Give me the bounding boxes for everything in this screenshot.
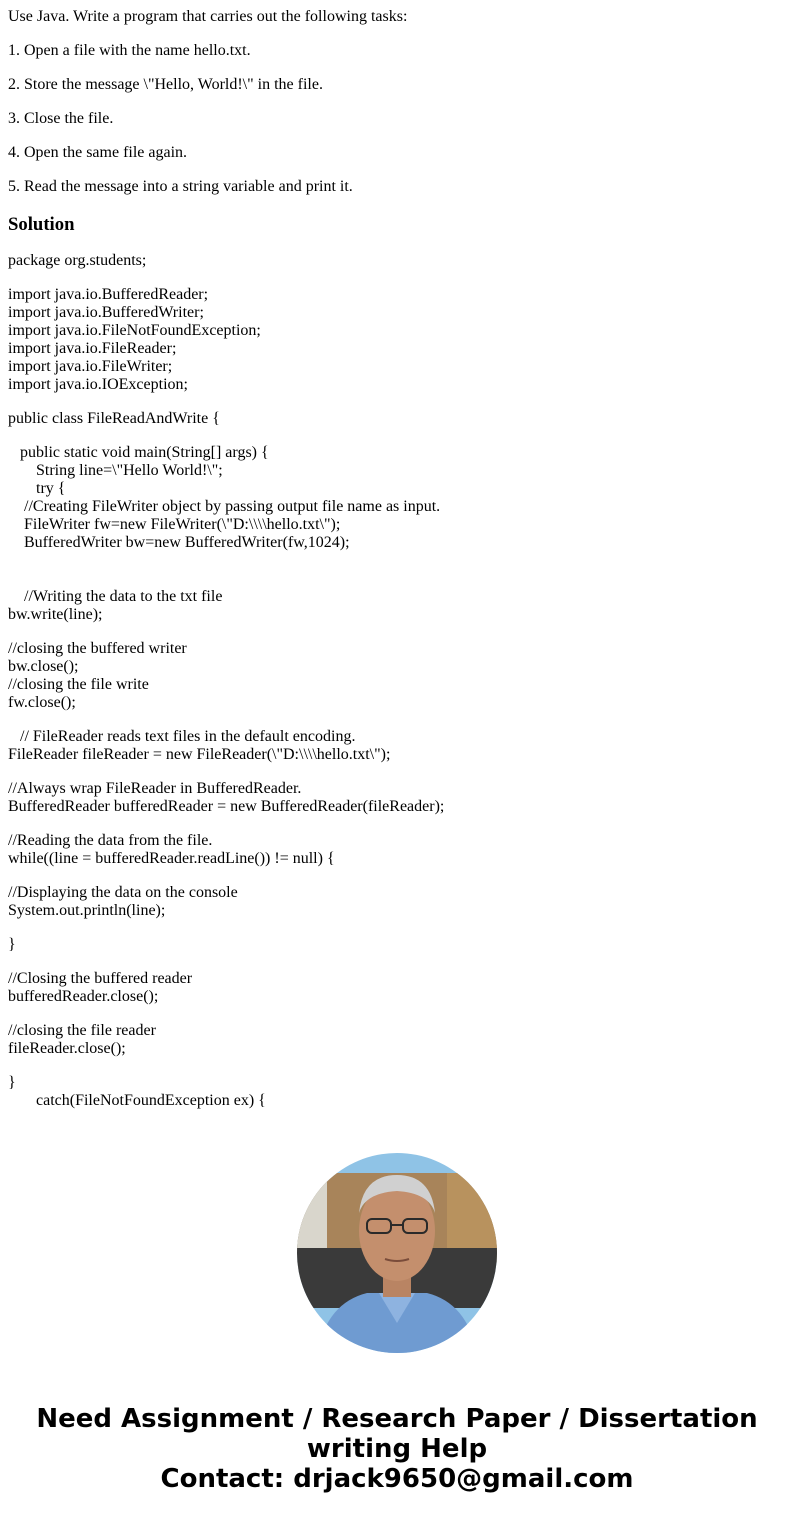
- question-step-4: 4. Open the same file again.: [8, 144, 188, 161]
- code-read-loop: //Reading the data from the file. while((line = bufferedReader.readLine()) != null) {: [8, 832, 335, 867]
- code-main-write: public static void main(String[] args) { String line=\"Hello World!\"; try { //Creating FileWriter object by passing output file name as input. FileWriter fw=new FileWriter(\"D:\\\\hello.txt\"); BufferedWriter bw=new BufferedWriter(fw,1024); //Writing the data to the txt file bw.write(line);: [8, 444, 441, 623]
- code-print-line: //Displaying the data on the console System.out.println(line);: [8, 884, 238, 919]
- solution-heading: Solution: [8, 214, 75, 235]
- code-package: package org.students;: [8, 252, 147, 269]
- question-intro: Use Java. Write a program that carries out the following tasks:: [8, 8, 408, 25]
- code-loop-end: }: [8, 936, 16, 953]
- code-close-file-reader: //closing the file reader fileReader.close();: [8, 1022, 156, 1057]
- contact-banner: [0, 1404, 794, 1494]
- banner-line-1: Need Assignment / Research Paper / Dissertation: [36, 1404, 758, 1434]
- code-close-buffered-reader: //Closing the buffered reader bufferedReader.close();: [8, 970, 193, 1005]
- author-photo: [297, 1153, 497, 1353]
- question-solution-content: [8, 0, 778, 1123]
- author-avatar: [297, 1153, 497, 1353]
- question-step-3: 3. Close the file.: [8, 110, 114, 127]
- question-step-1: 1. Open a file with the name hello.txt.: [8, 42, 251, 59]
- code-imports: import java.io.BufferedReader; import java.io.BufferedWriter; import java.io.FileNotFoundException; import java.io.FileReader; import java.io.FileWriter; import java.io.IOException;: [8, 286, 261, 393]
- banner-contact-line: Contact: drjack9650@gmail.com: [160, 1464, 634, 1494]
- code-catch: } catch(FileNotFoundException ex) {: [8, 1074, 266, 1109]
- code-file-reader: // FileReader reads text files in the default encoding. FileReader fileReader = new FileReader(\"D:\\\\hello.txt\");: [8, 728, 391, 763]
- code-close-writer: //closing the buffered writer bw.close(); //closing the file write fw.close();: [8, 640, 187, 711]
- banner-line-2: writing Help: [306, 1434, 488, 1464]
- question-step-5: 5. Read the message into a string variable and print it.: [8, 178, 353, 195]
- code-buffered-reader: //Always wrap FileReader in BufferedReader. BufferedReader bufferedReader = new BufferedReader(fileReader);: [8, 780, 445, 815]
- code-class-declaration: public class FileReadAndWrite {: [8, 410, 220, 427]
- question-step-2: 2. Store the message \"Hello, World!\" in the file.: [8, 76, 323, 93]
